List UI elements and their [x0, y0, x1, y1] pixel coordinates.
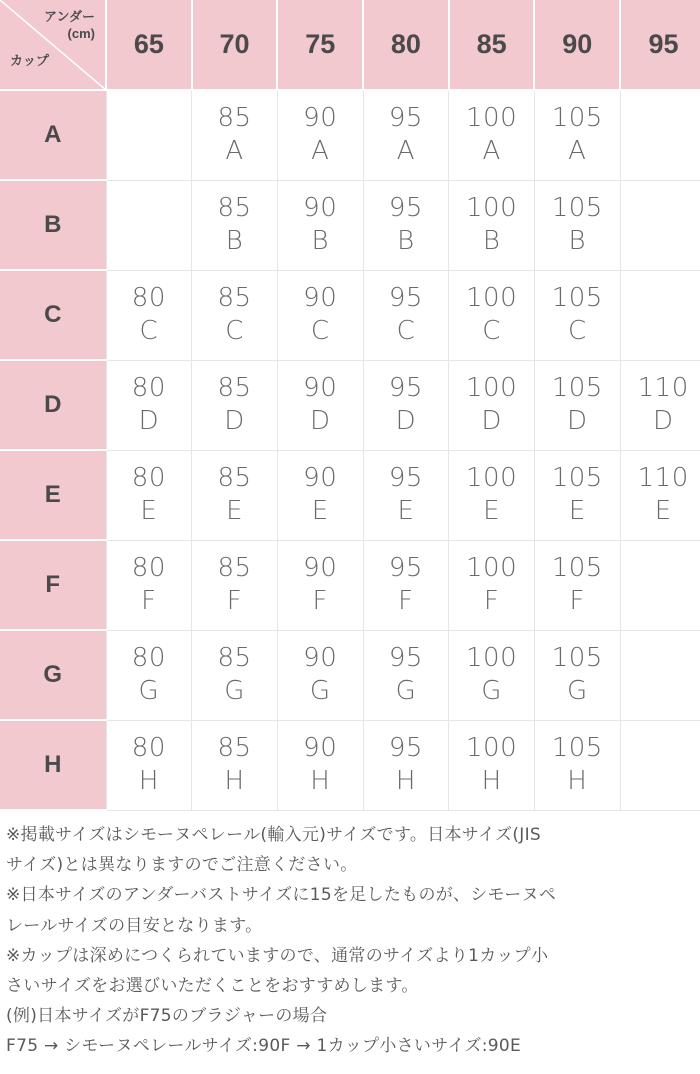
size-cell [449, 90, 535, 180]
size-cell [363, 360, 449, 450]
size-cup: E [140, 496, 158, 526]
size-cup: F [569, 586, 586, 616]
size-number: 90 [303, 373, 338, 403]
size-cup: G [224, 676, 245, 706]
size-cell [106, 450, 192, 540]
note-line: (例)日本サイズがF75のブラジャーの場合 [6, 1006, 328, 1027]
size-number: 90 [303, 103, 338, 134]
size-number: 95 [388, 643, 423, 673]
size-number: 95 [388, 463, 423, 493]
size-cell [192, 720, 278, 810]
size-cup: A [311, 136, 330, 167]
size-cell [534, 540, 620, 630]
size-number: 80 [131, 553, 166, 583]
size-number: 105 [551, 103, 603, 134]
size-cell [192, 630, 278, 720]
size-number: 90 [303, 283, 338, 313]
size-cell [449, 450, 535, 540]
cup-header: G [0, 630, 106, 720]
size-cup: F [141, 586, 157, 616]
size-number: 105 [551, 733, 603, 763]
size-cell [620, 270, 700, 360]
header-row [0, 0, 700, 90]
under-size-header: 65 [106, 0, 192, 90]
size-number: 100 [466, 193, 518, 223]
size-notes [6, 820, 696, 1062]
size-cup: A [225, 136, 244, 167]
cup-row [0, 90, 700, 180]
size-cup: C [482, 316, 501, 346]
size-cup: H [481, 766, 502, 796]
cup-header: E [0, 450, 106, 540]
cup-row [0, 360, 700, 450]
size-cell [277, 720, 363, 810]
size-cup: C [310, 316, 330, 346]
size-cup: D [309, 406, 331, 436]
size-number: 90 [303, 463, 338, 493]
size-cell [534, 630, 620, 720]
size-cell [192, 540, 278, 630]
size-number: 85 [217, 193, 252, 223]
size-number: 90 [303, 553, 338, 583]
size-number: 95 [388, 733, 423, 763]
size-number: 80 [131, 373, 166, 403]
under-size-header: 85 [449, 0, 535, 90]
size-cup: D [395, 406, 417, 436]
size-number: 90 [303, 733, 338, 763]
cup-header: A [0, 90, 106, 180]
cup-header: C [0, 270, 106, 360]
cup-label: カップ [10, 53, 49, 68]
size-cup: D [138, 406, 160, 436]
size-cell [363, 630, 449, 720]
size-cell [620, 630, 700, 720]
size-cup: G [566, 676, 588, 706]
size-cell [534, 450, 620, 540]
size-cell [192, 270, 278, 360]
size-cell [106, 720, 192, 810]
under-size-header: 80 [363, 0, 449, 90]
size-cup: F [398, 586, 414, 616]
size-number: 85 [217, 463, 252, 493]
size-number: 105 [551, 193, 603, 223]
size-cell [277, 540, 363, 630]
note-line: サイズ)とは異なりますのでご注意ください。 [6, 855, 358, 876]
size-cell [449, 540, 535, 630]
note-line: ※掲載サイズはシモーヌペレール(輸入元)サイズです。日本サイズ(JIS [6, 825, 541, 845]
size-cup: G [309, 676, 331, 706]
size-cup: G [395, 676, 417, 706]
size-cell [534, 180, 620, 270]
size-cell [192, 90, 278, 180]
size-cup: B [568, 226, 587, 256]
size-cell [106, 360, 192, 450]
size-cup: A [482, 136, 501, 167]
size-number: 95 [388, 373, 423, 403]
size-number: 85 [217, 283, 252, 313]
cup-row [0, 540, 700, 630]
size-cell [449, 360, 535, 450]
size-number: 85 [217, 643, 252, 673]
size-cell [363, 270, 449, 360]
size-cup: C [139, 316, 159, 346]
size-cup: D [224, 406, 245, 436]
size-cup: H [395, 766, 416, 796]
size-cell [620, 90, 700, 180]
size-number: 85 [217, 733, 252, 763]
size-cell [363, 450, 449, 540]
size-cell [192, 450, 278, 540]
cup-header: B [0, 180, 106, 270]
size-cup: F [312, 586, 328, 616]
size-number: 110 [637, 463, 689, 493]
size-number: 80 [131, 283, 166, 313]
size-cup: D [567, 406, 588, 436]
note-line: ※日本サイズのアンダーバストサイズに15を足したものが、シモーヌペ [6, 885, 557, 906]
cup-row [0, 270, 700, 360]
under-label [44, 8, 95, 42]
size-cell [277, 90, 363, 180]
size-number: 80 [131, 643, 166, 673]
corner-header-cell [0, 0, 106, 90]
size-number: 100 [466, 733, 518, 763]
size-cell [363, 180, 449, 270]
size-cup: C [225, 316, 244, 346]
size-number: 95 [388, 553, 423, 583]
size-cup: H [138, 766, 159, 796]
size-cell [534, 360, 620, 450]
size-cup: F [483, 586, 500, 616]
size-cup: E [397, 496, 415, 526]
size-cup: E [226, 496, 243, 526]
size-cup: E [483, 496, 501, 526]
note-line: さいサイズをお選びいただくことをおすすめします。 [6, 976, 419, 997]
size-number: 100 [466, 553, 518, 583]
size-cup: D [652, 406, 674, 436]
size-cup: C [396, 316, 416, 346]
size-number: 90 [303, 193, 338, 223]
cup-row [0, 180, 700, 270]
size-cup: H [567, 766, 588, 796]
under-label-unit: (cm) [67, 26, 95, 41]
under-size-header: 70 [192, 0, 278, 90]
size-number: 90 [303, 643, 338, 673]
size-number: 100 [466, 373, 518, 403]
size-cup: E [654, 496, 672, 526]
size-number: 80 [131, 463, 166, 493]
size-cell [449, 630, 535, 720]
size-cup: G [138, 676, 160, 706]
size-cell [449, 270, 535, 360]
size-number: 100 [466, 643, 518, 673]
size-cell [620, 180, 700, 270]
size-cup: A [568, 136, 587, 167]
size-cup: E [311, 496, 329, 526]
size-cup: H [310, 766, 331, 796]
size-number: 100 [466, 463, 518, 493]
size-cell [192, 180, 278, 270]
size-number: 105 [551, 463, 603, 493]
size-number: 105 [551, 373, 603, 403]
size-cell [620, 540, 700, 630]
size-cup: H [224, 766, 245, 796]
size-cell [106, 270, 192, 360]
size-cell [363, 90, 449, 180]
under-label-text: アンダー [44, 9, 95, 24]
size-cell [620, 450, 700, 540]
cup-row [0, 720, 700, 810]
size-number: 85 [217, 103, 252, 134]
size-cell [534, 90, 620, 180]
size-cell [106, 540, 192, 630]
size-cup: B [311, 226, 329, 256]
size-cell [277, 180, 363, 270]
size-cell [106, 180, 192, 270]
size-cell [192, 360, 278, 450]
cup-row [0, 450, 700, 540]
size-cup: B [397, 226, 415, 256]
size-number: 110 [637, 373, 689, 403]
cup-header: F [0, 540, 106, 630]
note-line: F75 → シモーヌペレールサイズ:90F → 1カップ小さいサイズ:90E [6, 1036, 522, 1057]
size-number: 80 [131, 733, 166, 763]
size-cell [363, 720, 449, 810]
size-number: 105 [551, 643, 603, 673]
size-cup: G [481, 676, 502, 706]
size-cup: B [482, 226, 501, 256]
size-cell [106, 630, 192, 720]
size-cup: F [226, 586, 243, 616]
size-number: 95 [388, 193, 423, 223]
size-cup: C [567, 316, 587, 346]
size-cup: A [396, 136, 416, 167]
size-number: 95 [388, 103, 423, 134]
under-size-header: 75 [277, 0, 363, 90]
size-cup: D [481, 406, 502, 436]
size-number: 85 [217, 373, 252, 403]
under-size-header: 95 [620, 0, 700, 90]
size-cell [277, 630, 363, 720]
cup-header: D [0, 360, 106, 450]
size-cell [277, 450, 363, 540]
size-cell [534, 720, 620, 810]
size-cell [277, 360, 363, 450]
size-cell [106, 90, 192, 180]
size-number: 105 [551, 553, 603, 583]
note-line: ※カップは深めにつくられていますので、通常のサイズより1カップ小 [6, 945, 549, 966]
size-cell [449, 180, 535, 270]
size-cell [620, 360, 700, 450]
size-number: 100 [466, 283, 518, 313]
size-number: 95 [388, 283, 423, 313]
size-number: 100 [466, 103, 518, 134]
size-cell [620, 720, 700, 810]
size-number: 105 [551, 283, 603, 313]
under-size-header: 90 [534, 0, 620, 90]
size-cell [534, 270, 620, 360]
cup-row [0, 630, 700, 720]
size-cell [277, 270, 363, 360]
size-number: 85 [217, 553, 252, 583]
size-cup: E [568, 496, 586, 526]
size-cell [449, 720, 535, 810]
size-cell [363, 540, 449, 630]
cup-header: H [0, 720, 106, 810]
size-cup: B [225, 226, 244, 256]
note-line: レールサイズの目安となります。 [6, 915, 263, 936]
